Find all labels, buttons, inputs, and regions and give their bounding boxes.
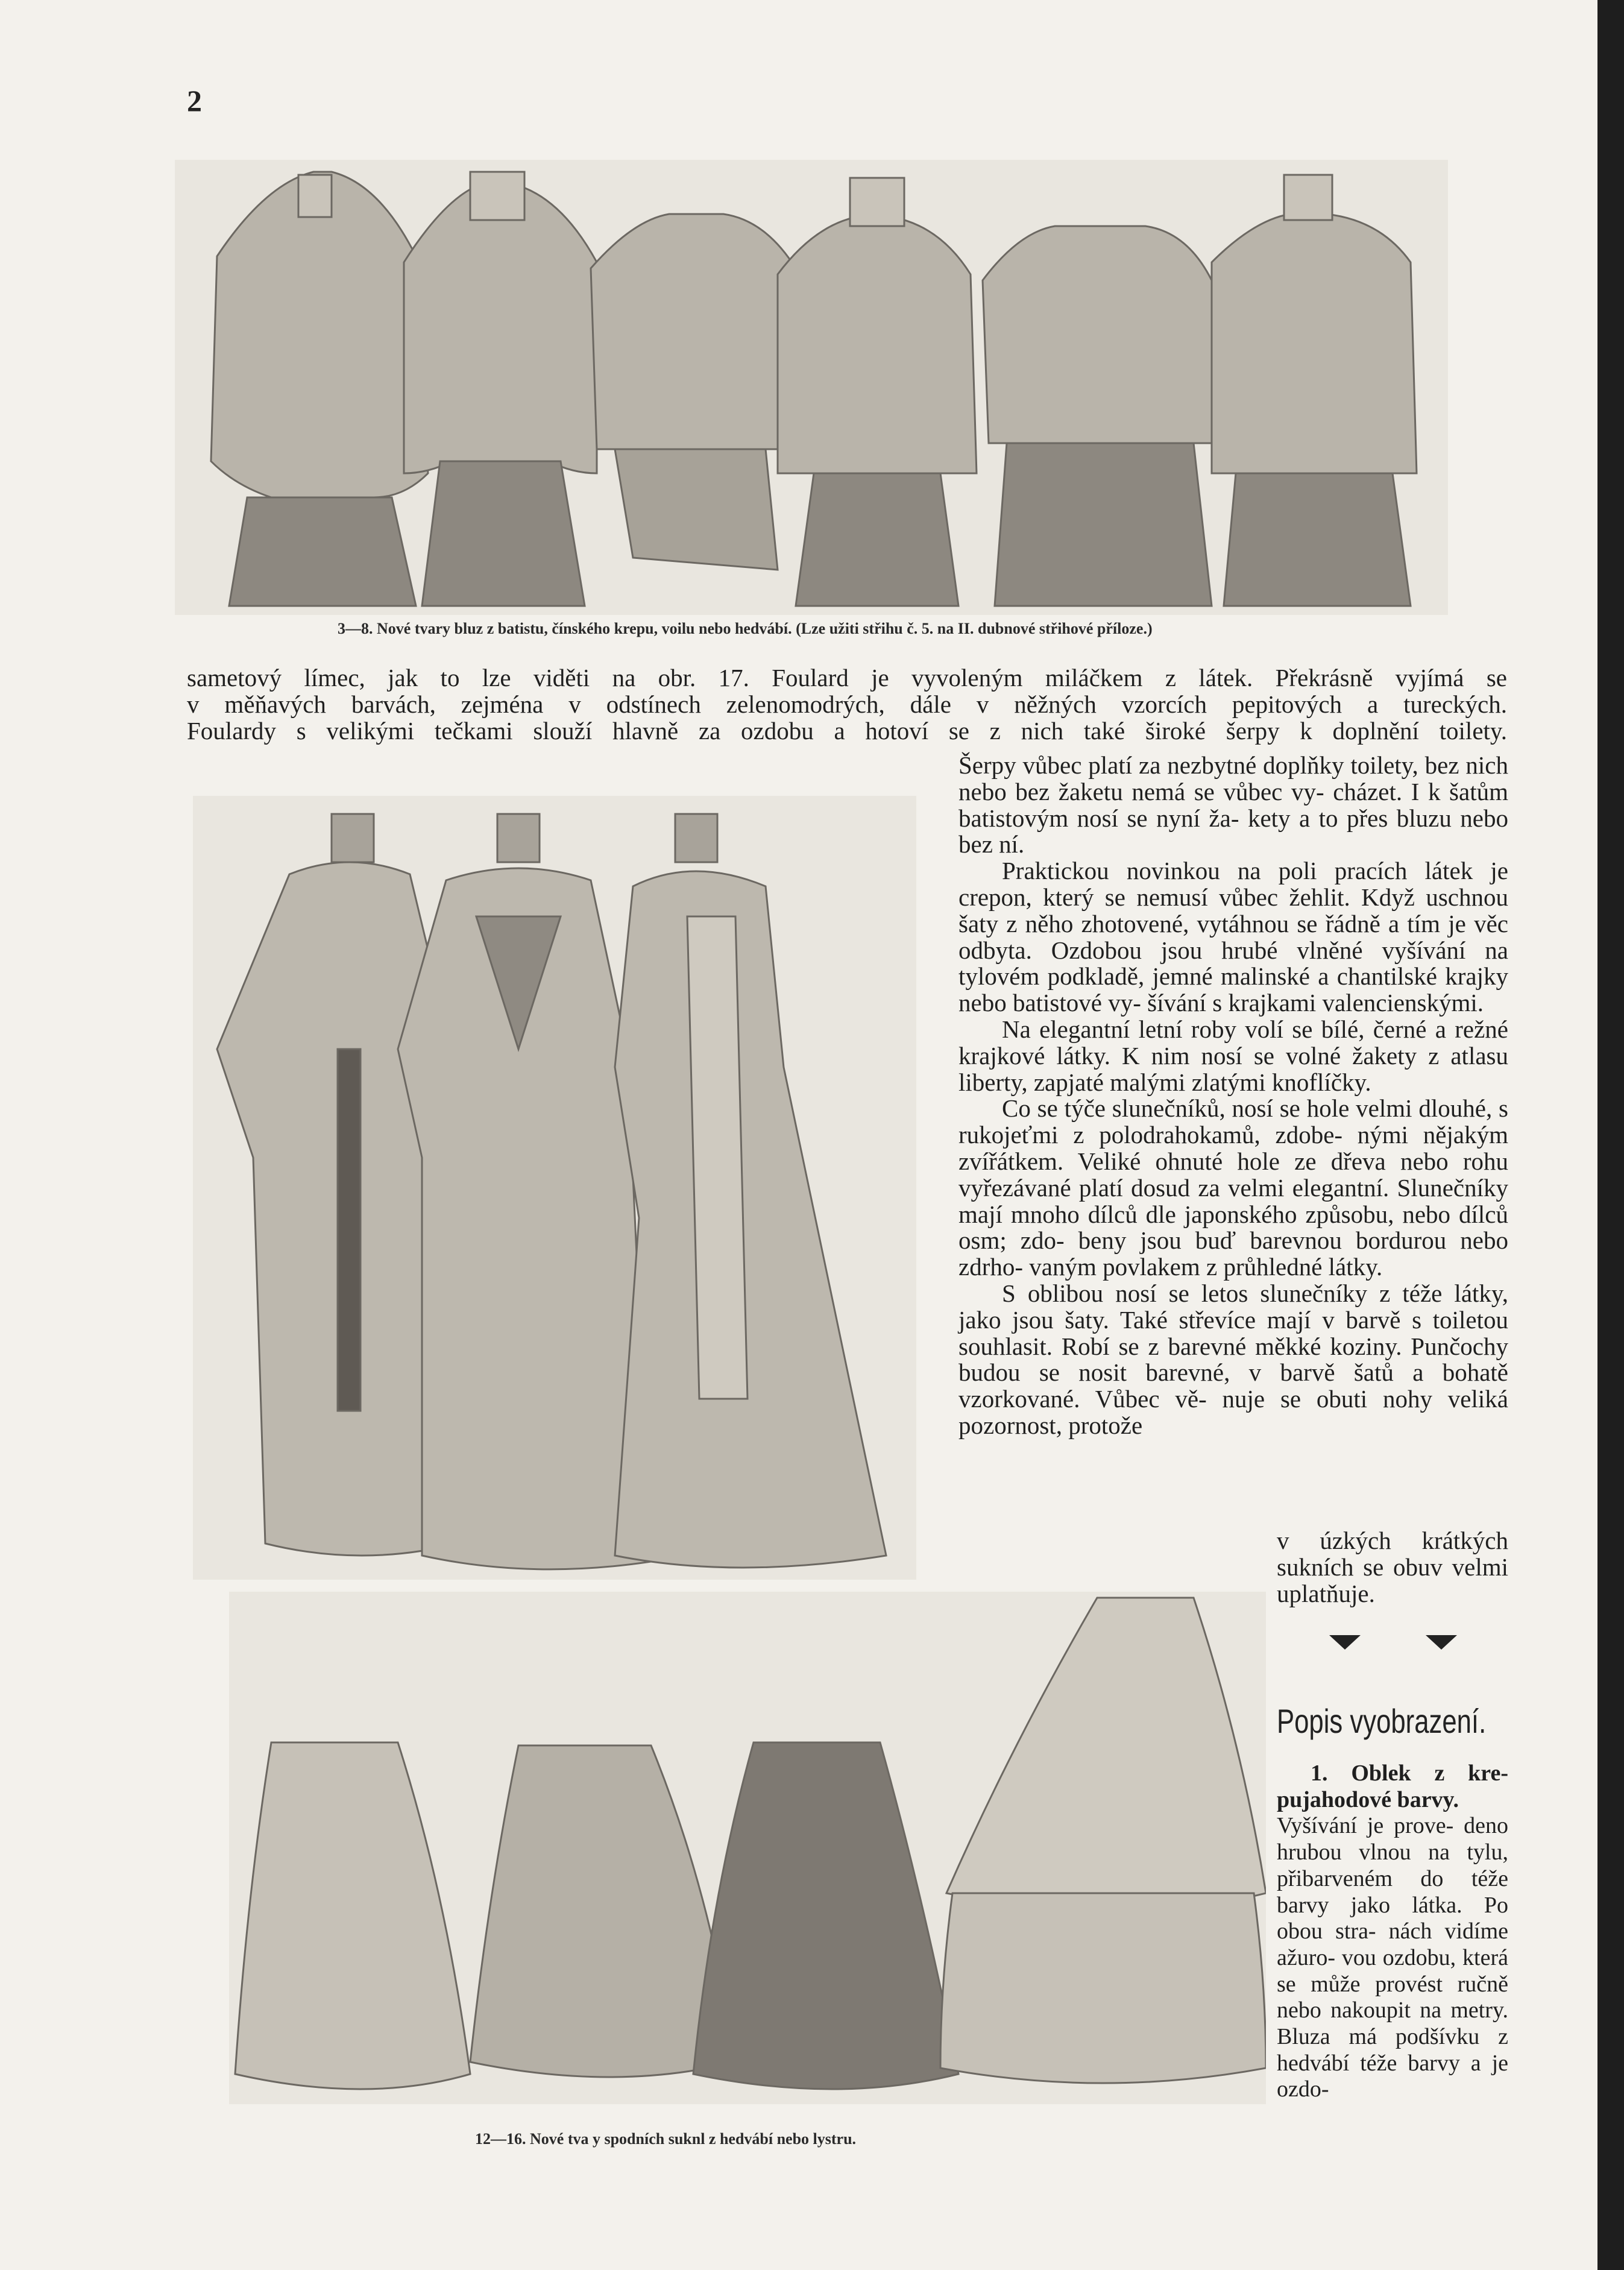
column-paragraph-3: Na elegantní letní roby volí se bílé, černé a režné krajkové látky. K nim nosí se volné žakety z atlasu liberty, zapjaté malými zlatými knoflíčky. bbox=[958, 1015, 1508, 1096]
robes-engraving bbox=[193, 796, 916, 1580]
ornament-triangle-right bbox=[1426, 1635, 1457, 1650]
column-paragraph-4: Co se týče slunečníků, nosí se hole velmi dlouhé, s rukojeťmi z polodrahokamů, zdobe- nými nějakým zvířátkem. Veliké ohnuté hole ze dřeva nebo rohu vyřezávané platí dosud za velmi elegantní. Slunečníky mají mnoho dílců dle japonského způsobu, nebo dílců osm; zdo- beny jsou buď barevnou bordurou nebo zdrho- vaným povlakem z průhledné látky. bbox=[958, 1094, 1508, 1281]
full-width-text bbox=[187, 664, 1507, 744]
blouses-caption: 3—8. Nové tvary bluz z batistu, čínského krepu, voilu nebo hedvábí. (Lze užiti střihu č. 5. na II. dubnové střihové příloze.) bbox=[338, 620, 1153, 637]
column-paragraph-5: S oblibou nosí se letos slunečníky z téže látky, jako jsou šaty. Také střevíce mají v barvě s toiletou souhlasit. Robí se z barevné měkké koziny. Punčochy budou se nosit barevné, v barvě šatů a bohatě vzorkované. Vůbec vě- nuje se obuti nohy veliká pozornost, protože bbox=[958, 1279, 1508, 1439]
petticoats-engraving bbox=[229, 1592, 1266, 2104]
full-width-line-2: v měňavých barvách, zejména v odstínech zelenomodrých, dále v něžných vzorcích pepitových a tureckých. bbox=[187, 690, 1507, 718]
robes-illustration bbox=[193, 796, 916, 1580]
blouses-engraving bbox=[175, 160, 1448, 615]
full-width-line-1: sametový límec, jak to lze viděti na obr. 17. Foulard je vyvoleným miláčkem z látek. Překrásně vyjímá se bbox=[187, 664, 1507, 692]
full-width-line-3: Foulardy s velikými tečkami slouží hlavně za ozdobu a hotoví se z nich také široké šerpy k doplnění toilety. bbox=[187, 717, 1507, 745]
section-heading: Popis vyobrazení. bbox=[1277, 1702, 1487, 1740]
item-title: 1. Oblek z kre- pujahodové barvy. bbox=[1277, 1761, 1508, 1812]
page-edge-shadow bbox=[1597, 0, 1624, 2270]
petticoats-illustration bbox=[229, 1592, 1266, 2104]
column-paragraph-2: Praktickou novinkou na poli pracích látek je crepon, který se nemusí vůbec žehlit. Když uschnou šaty z něho zhotovené, vytáhnou se řádně a tím je věc odbyta. Ozdobou jsou hrubé vlněné vyšívání na tylovém podkladě, jemné malinské a chantilské krajky nebo batistové vy- šívání s krajkami valencienskými. bbox=[958, 857, 1508, 1017]
page-number: 2 bbox=[187, 84, 202, 118]
right-column-text bbox=[958, 752, 1508, 1439]
blouses-illustration bbox=[175, 160, 1448, 615]
ornament-triangle-left bbox=[1329, 1635, 1361, 1650]
petticoats-caption: 12—16. Nové tva y spodních suknl z hedvábí nebo lystru. bbox=[475, 2130, 857, 2148]
item-description bbox=[1277, 1761, 1508, 2103]
column-tail-text bbox=[1277, 1528, 1508, 1607]
column-tail: v úzkých krátkých sukních se obuv velmi uplatňuje. bbox=[1277, 1527, 1508, 1607]
item-body: Vyšívání je prove- deno hrubou vlnou na tylu, přibarveném do téže barvy jako látka. Po obou stra- nách vidíme ažuro- vou ozdobu, která se může provést ručně nebo nakoupit na metry. Bluza má podšívku z hedvábí téže barvy a je ozdo- bbox=[1277, 1813, 1508, 2102]
column-paragraph-1: Šerpy vůbec platí za nezbytné doplňky toilety, bez nich nebo bez žaketu nemá se vůbec vy- cházet. I k šatům batistovým nosí se nyní ža- kety a to přes bluzu nebo bez ní. bbox=[958, 751, 1508, 859]
